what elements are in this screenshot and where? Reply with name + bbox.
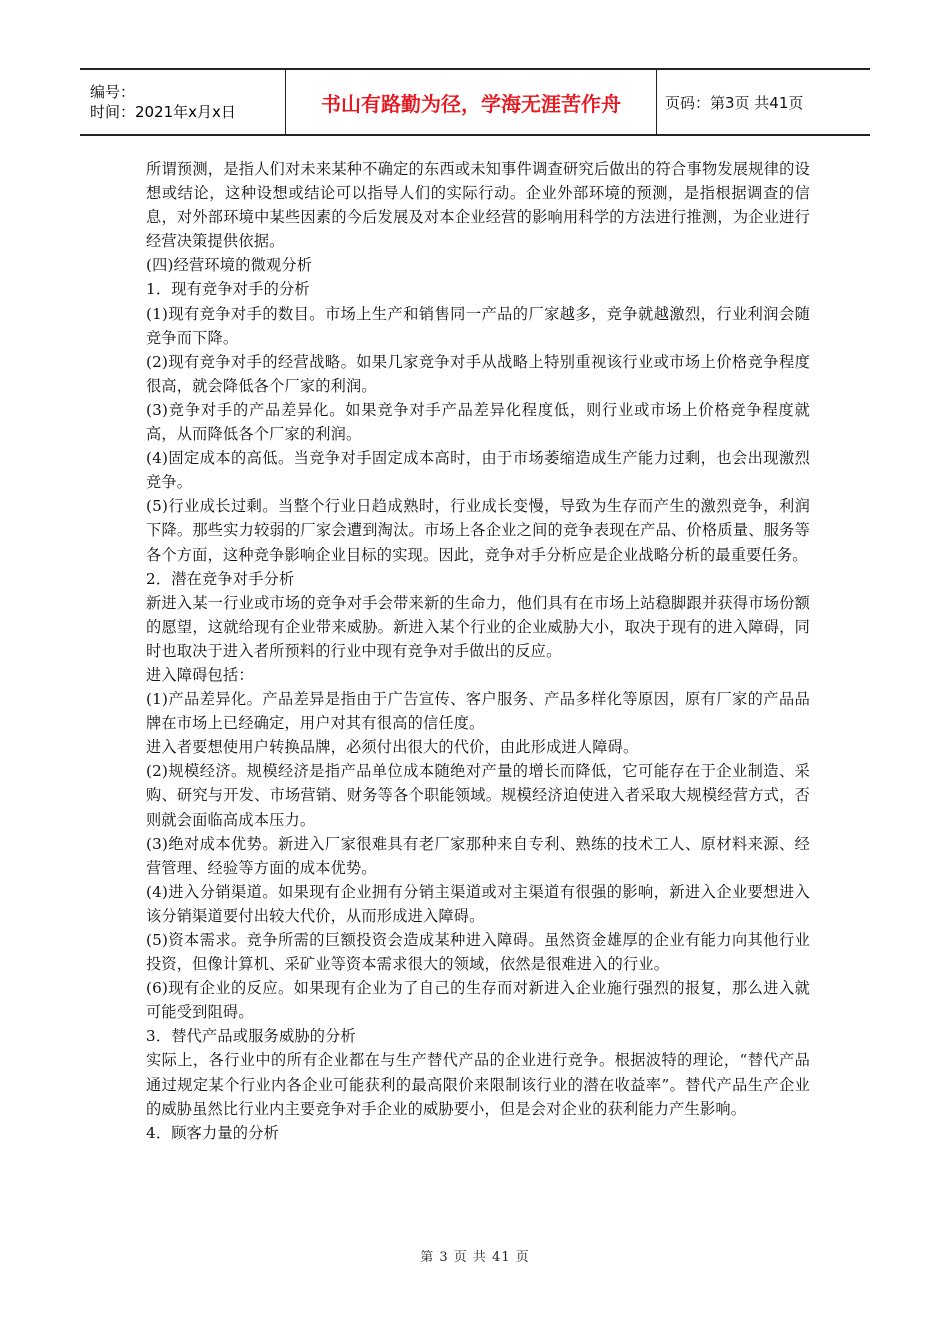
subsection-heading: 1．现有竞争对手的分析: [146, 280, 310, 299]
paragraph: (4)进入分销渠道。如果现有企业拥有分销主渠道或对主渠道有很强的影响，新进入企业要想进入该分销渠道要付出较大代价，从而形成进入障碍。: [146, 882, 810, 925]
paragraph: 实际上，各行业中的所有企业都在与生产替代产品的企业进行竞争。根据波特的理论，“替代产品通过规定某个行业内各企业可能获利的最高限价来限制该行业的潜在收益率”。替代产品生产企业的威胁虽然比行业内主要竞争对手企业的威胁要小，但是会对企业的获利能力产生影响。: [146, 1051, 810, 1118]
subsection-heading: 4．顾客力量的分析: [146, 1123, 279, 1142]
paragraph: (1)现有竞争对手的数目。市场上生产和销售同一产品的厂家越多，竞争就越激烈，行业利润会随竞争而下降。: [146, 304, 810, 347]
document-body: [146, 157, 810, 1145]
paragraph: 所谓预测，是指人们对未来某种不确定的东西或未知事件调查研究后做出的符合事物发展规律的设想或结论，这种设想或结论可以指导人们的实际行动。企业外部环境的预测，是指根据调查的信息，对外部环境中某些因素的今后发展及对本企业经营的影响用科学的方法进行推测，为企业进行经营决策提供依据。: [146, 160, 810, 251]
document-number-label: 编号：: [90, 83, 136, 101]
header-left-cell: [80, 70, 285, 134]
paragraph: 进入障碍包括：: [146, 665, 254, 684]
subsection-heading: 3．替代产品或服务威胁的分析: [146, 1027, 356, 1046]
header-page-info: 页码：第3页 共41页: [665, 93, 804, 112]
header-motto: 书山有路勤为径，学海无涯苦作舟: [321, 91, 621, 116]
paragraph: 新进入某一行业或市场的竞争对手会带来新的生命力，他们具有在市场上站稳脚跟并获得市场份额的愿望，这就给现有企业带来威胁。新进入某个行业的企业威胁大小，取决于现有的进入障碍，同时也取决于进入者所预料的行业中现有竞争对手做出的反应。: [146, 593, 810, 660]
paragraph: 进入者要想使用户转换品牌，必须付出很大的代价，由此形成进人障碍。: [146, 738, 639, 757]
paragraph: (3)竞争对手的产品差异化。如果竞争对手产品差异化程度低，则行业或市场上价格竞争程度就高，从而降低各个厂家的利润。: [146, 400, 810, 444]
page-footer: 第 3 页 共 41 页: [420, 1250, 530, 1265]
header-page-cell: [657, 70, 870, 134]
page-header: [80, 68, 870, 136]
subsection-heading: 2．潜在竞争对手分析: [146, 569, 295, 588]
paragraph: (1)产品差异化。产品差异是指由于广告宣传、客户服务、产品多样化等原因，原有厂家的产品品牌在市场上已经确定，用户对其有很高的信任度。: [146, 690, 810, 733]
document-date: 时间：2021年x月x日: [90, 103, 236, 121]
paragraph: (2)规模经济。规模经济是指产品单位成本随绝对产量的增长而降低，它可能存在于企业制造、采购、研究与开发、市场营销、财务等各个职能领域。规模经济迫使进入者采取大规模经营方式，否则就会面临高成本压力。: [146, 762, 810, 829]
paragraph: (6)现有企业的反应。如果现有企业为了自己的生存而对新进入企业施行强烈的报复，那么进入就可能受到阻碍。: [146, 979, 810, 1022]
paragraph: (3)绝对成本优势。新进入厂家很难具有老厂家那种来自专利、熟练的技术工人、原材料来源、经营管理、经验等方面的成本优势。: [146, 834, 810, 877]
paragraph: (5)行业成长过剩。当整个行业日趋成熟时，行业成长变慢，导致为生存而产生的激烈竞争，利润下降。那些实力较弱的厂家会遭到淘汰。市场上各企业之间的竞争表现在产品、价格质量、服务等各个方面，这种竞争影响企业目标的实现。因此，竞争对手分析应是企业战略分析的最重要任务。: [146, 497, 810, 564]
header-motto-cell: [285, 70, 657, 134]
paragraph: (4)固定成本的高低。当竞争对手固定成本高时，由于市场萎缩造成生产能力过剩，也会出现激烈竞争。: [146, 449, 810, 492]
paragraph: (2)现有竞争对手的经营战略。如果几家竞争对手从战略上特别重视该行业或市场上价格竞争程度很高，就会降低各个厂家的利润。: [146, 352, 810, 395]
section-heading: (四)经营环境的微观分析: [146, 256, 313, 275]
paragraph: (5)资本需求。竞争所需的巨额投资会造成某种进入障碍。虽然资金雄厚的企业有能力向其他行业投资，但像计算机、采矿业等资本需求很大的领域，依然是很难进入的行业。: [146, 931, 810, 974]
